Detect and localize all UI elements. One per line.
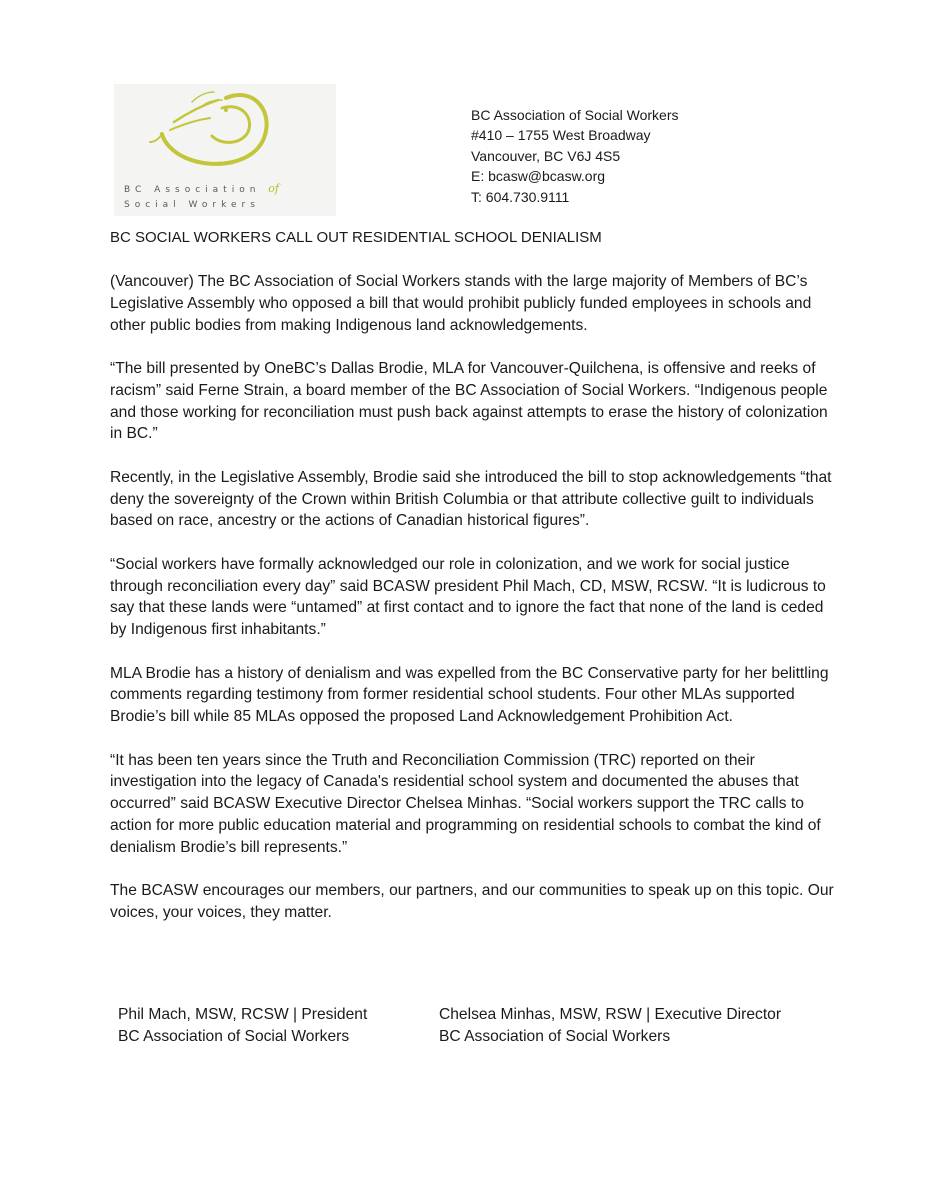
press-release-body [110,271,840,945]
address-org: BC Association of Social Workers [471,107,679,123]
bcasw-logo [114,84,336,216]
address-street: #410 – 1755 West Broadway [471,127,651,144]
logo-text-line2: Social Workers [124,200,260,210]
paragraph: (Vancouver) The BC Association of Social Workers stands with the large majority of Members of BC’s Legislative Assembly who opposed a bill that would prohibit publicly funded employees in schools and other public bodies from making Indigenous land acknowledgements. [110,273,812,334]
paragraph: “It has been ten years since the Truth and Reconciliation Commission (TRC) reported on their investigation into the legacy of Canada's residential school system and documented the abuses that occurred” said BCASW Executive Director Chelsea Minhas. “Social workers support the TRC calls to action for more public education material and programming on residential schools to combat the kind of denialism Brodie’s bill represents.” [110,751,821,856]
signature-org: BC Association of Social Workers [439,1027,671,1045]
dove-swirl-icon [114,84,336,184]
signature-org: BC Association of Social Workers [118,1027,350,1045]
paragraph: Recently, in the Legislative Assembly, Brodie said she introduced the bill to stop acknowledgements “that deny the sovereignty of the Crown within British Columbia or that attribute collective guilt to individuals based on race, ancestry or the actions of Canadian historical figures”. [110,468,832,530]
paragraph: The BCASW encourages our members, our partners, and our communities to speak up on this topic. Our voices, your voices, they matter. [110,882,834,921]
signature-name: Chelsea Minhas, MSW, RSW | Executive Director [439,1006,782,1023]
paragraph: “The bill presented by OneBC’s Dallas Brodie, MLA for Vancouver-Quilchena, is offensive and reeks of racism” said Ferne Strain, a board member of the BC Association of Social Workers. “Indigenous people and those working for reconciliation must push back against attempts to erase the history of colonization in BC.” [110,359,828,443]
address-block [471,105,679,207]
paragraph: “Social workers have formally acknowledged our role in colonization, and we work for social justice through reconciliation every day” said BCASW president Phil Mach, CD, MSW, RCSW. “It is ludicrous to say that these lands were “untamed” at first contact and to ignore the fact that none of the land is ceded by Indigenous first inhabitants.” [110,555,826,639]
logo-text-line1: BC Association of [124,182,279,195]
headline: BC SOCIAL WORKERS CALL OUT RESIDENTIAL SCHOOL DENIALISM [110,229,602,246]
signature-executive-director [439,1004,781,1047]
paragraph: MLA Brodie has a history of denialism and was expelled from the BC Conservative party for her belittling comments regarding testimony from former residential school students. Four other MLAs supported Brodie’s bill while 85 MLAs opposed the proposed Land Acknowledgement Prohibition Act. [110,664,829,726]
address-phone: T: 604.730.9111 [471,188,570,205]
address-email: E: bcasw@bcasw.org [471,168,606,185]
signature-name: Phil Mach, MSW, RCSW | President [118,1006,368,1023]
signature-president [118,1004,367,1047]
address-city: Vancouver, BC V6J 4S5 [471,147,621,164]
